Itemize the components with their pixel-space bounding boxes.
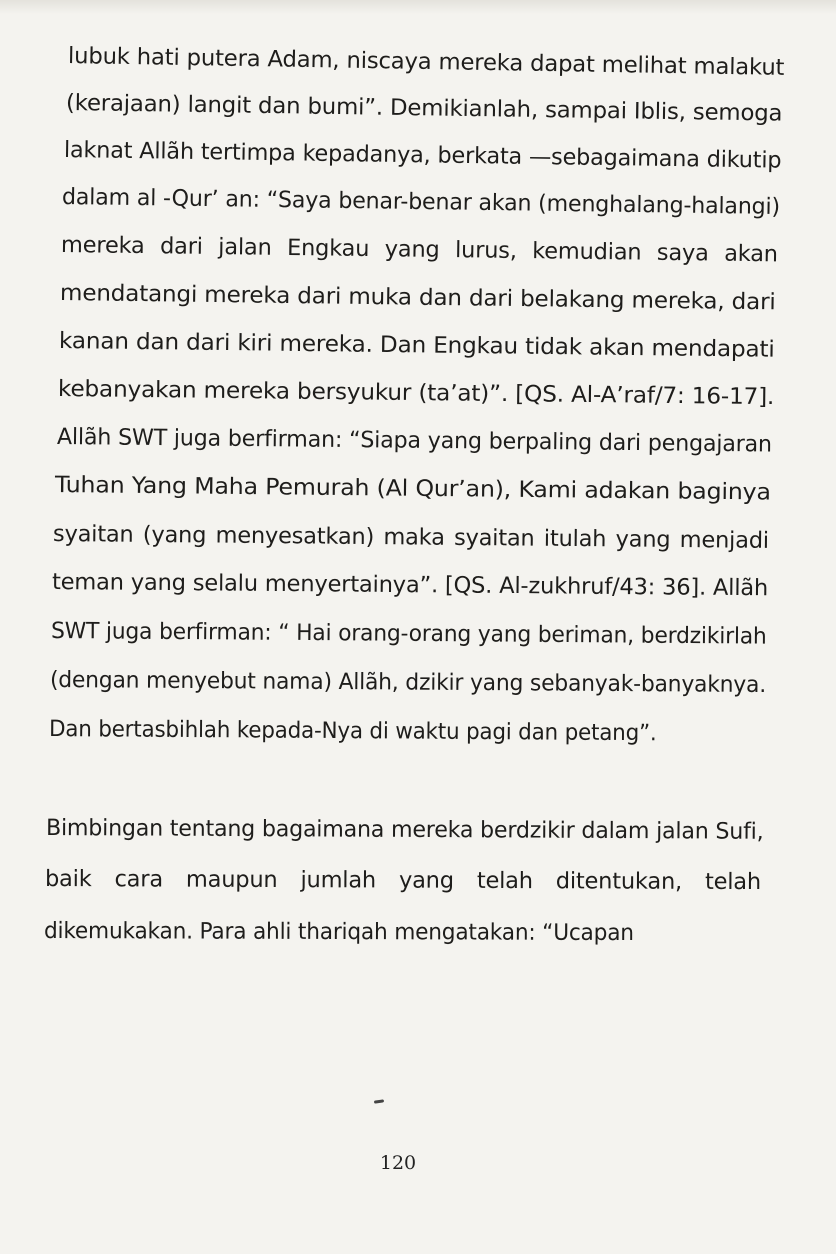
text-line: laknat Allãh tertimpa kepadanya, berkata —sebagaimana dikutip <box>63 137 782 174</box>
text-line: kebanyakan mereka bersyukur (ta’at)”. [QS. Al-A’raf/7: 16-17]. <box>57 376 775 411</box>
text-line: mendatangi mereka dari muka dan dari belakang mereka, dari <box>59 280 776 316</box>
page-number: 120 <box>379 1152 417 1174</box>
text-line: teman yang selalu menyertainya”. [QS. Al-zukhruf/43: 36]. Allãh <box>51 569 769 602</box>
text-line: lubuk hati putera Adam, niscaya mereka dapat melihat malakut <box>67 43 785 81</box>
text-line: Allãh SWT juga berfirman: “Siapa yang berpaling dari pengajaran <box>56 424 773 458</box>
text-line: Dan bertasbihlah kepada-Nya di waktu pagi dan petang”. <box>48 716 657 747</box>
text-line: mereka dari jalan Engkau yang lurus, kemudian saya akan <box>60 232 778 268</box>
text-line: dalam al -Qur’ an: “Saya benar-benar akan (menghalang-halangi) <box>61 184 781 221</box>
text-line: Tuhan Yang Maha Pemurah (Al Qur’an), Kami adakan baginya <box>54 472 771 506</box>
scan-top-shadow <box>0 0 836 14</box>
text-line: syaitan (yang menyesatkan) maka syaitan itulah yang menjadi <box>52 521 770 554</box>
scan-speck <box>374 1099 384 1103</box>
text-line: (dengan menyebut nama) Allãh, dzikir yang sebanyak-banyaknya. <box>49 667 767 698</box>
text-line: SWT juga berfirman: “ Hai orang-orang yang beriman, berdzikirlah <box>50 618 767 650</box>
text-line: (kerajaan) langit dan bumi”. Demikianlah, sampai Iblis, semoga <box>65 90 783 127</box>
text-line: Bimbingan tentang bagaimana mereka berdzikir dalam jalan Sufi, <box>45 815 764 845</box>
text-line: baik cara maupun jumlah yang telah ditentukan, telah <box>44 866 762 896</box>
text-line: kanan dan dari kiri mereka. Dan Engkau tidak akan mendapati <box>58 328 775 363</box>
text-line: dikemukakan. Para ahli thariqah mengatakan: “Ucapan <box>43 918 634 947</box>
